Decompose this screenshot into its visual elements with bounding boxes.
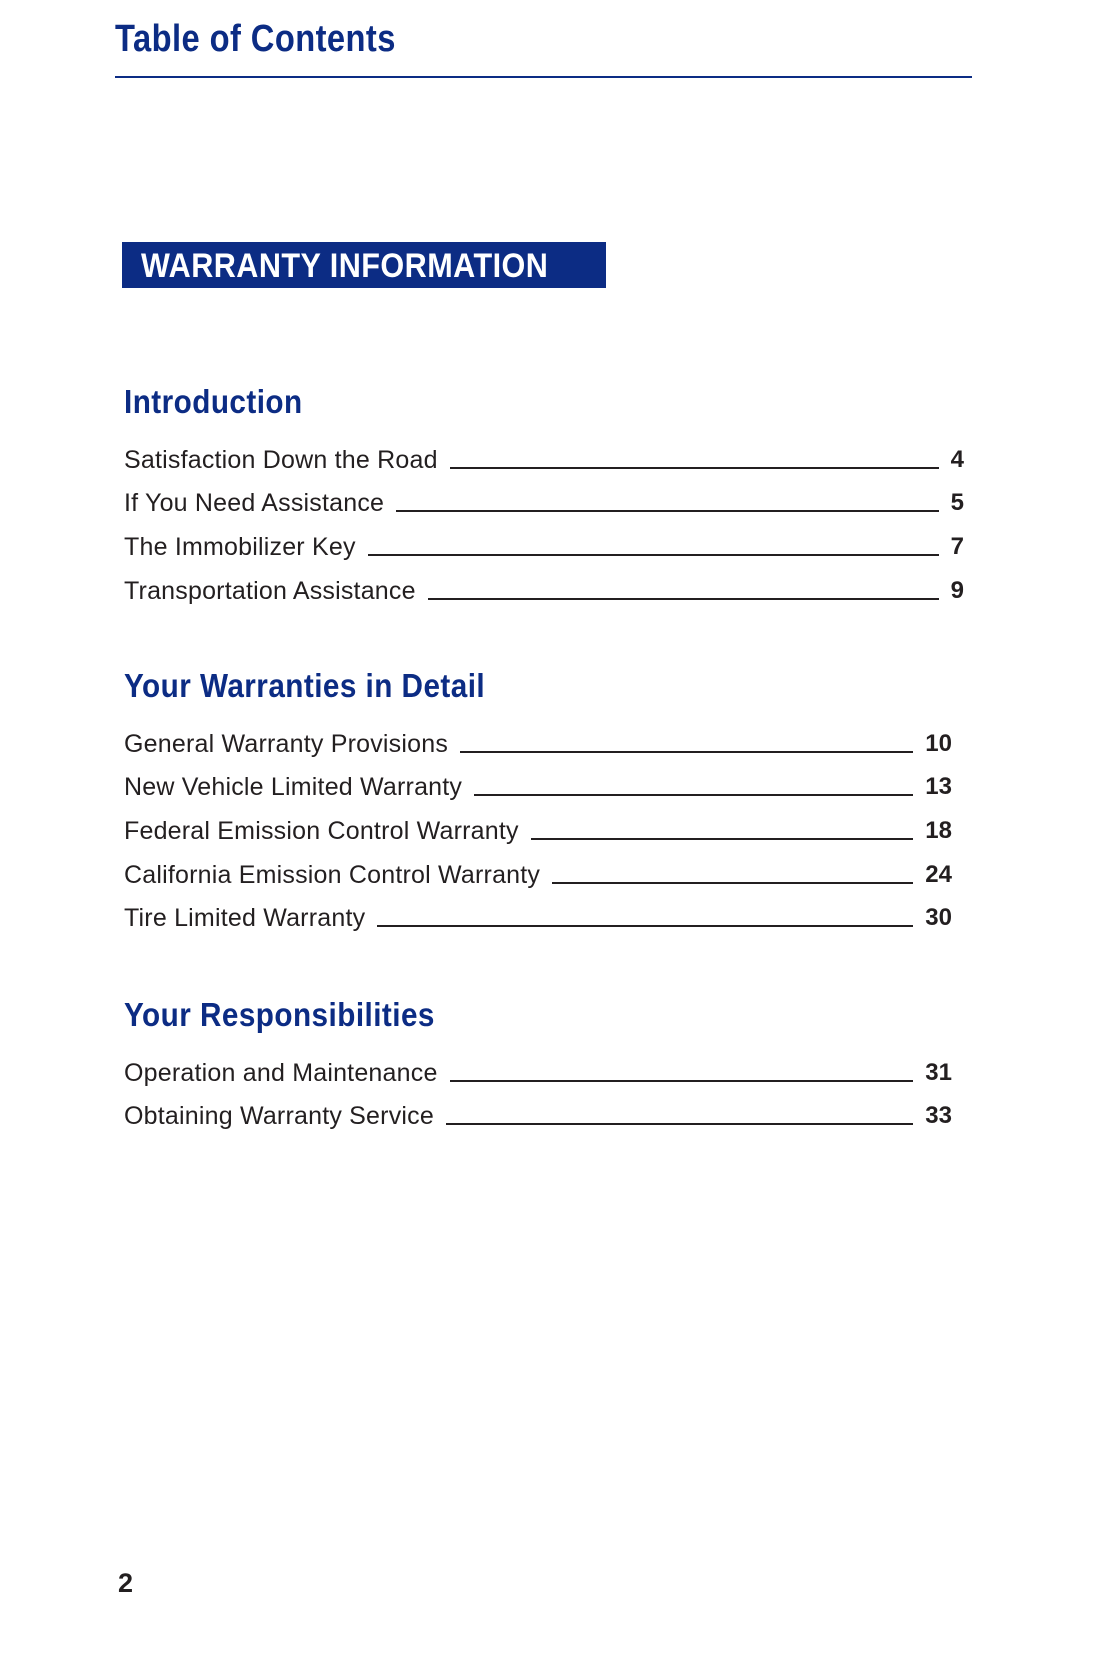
- leader-line: [531, 838, 914, 840]
- section-heading: Your Warranties in Detail: [124, 667, 486, 704]
- entry-page-number: 13: [925, 773, 952, 801]
- toc-entry[interactable]: [124, 1088, 952, 1132]
- entry-title: New Vehicle Limited Warranty: [124, 773, 463, 802]
- leader-line: [552, 882, 913, 884]
- entry-page-number: 9: [950, 576, 964, 604]
- leader-line: [450, 1080, 914, 1082]
- leader-line: [396, 510, 939, 512]
- entry-title: Operation and Maintenance: [124, 1058, 438, 1087]
- entry-title: Tire Limited Warranty: [124, 904, 366, 933]
- leader-line: [474, 794, 913, 796]
- entry-title: If You Need Assistance: [124, 489, 385, 518]
- toc-entry[interactable]: [124, 518, 964, 562]
- section-heading: Your Responsibilities: [124, 996, 435, 1033]
- banner-label: WARRANTY INFORMATION: [141, 247, 549, 285]
- leader-line: [368, 554, 939, 556]
- toc-entry[interactable]: [124, 431, 964, 475]
- entry-page-number: 33: [925, 1102, 952, 1130]
- toc-entry[interactable]: [124, 475, 964, 519]
- page-number: 2: [118, 1568, 134, 1598]
- section-your-warranties-in-detail: [124, 667, 952, 933]
- entry-page-number: 31: [925, 1058, 952, 1086]
- toc-entry[interactable]: [124, 802, 952, 846]
- entry-title: Federal Emission Control Warranty: [124, 817, 519, 846]
- leader-line: [450, 467, 939, 469]
- entry-title: California Emission Control Warranty: [124, 860, 541, 889]
- toc-entry[interactable]: [124, 846, 952, 890]
- toc-entry[interactable]: [124, 715, 952, 759]
- leader-line: [428, 598, 939, 600]
- entry-title: Satisfaction Down the Road: [124, 445, 438, 474]
- entry-page-number: 24: [925, 860, 952, 888]
- entry-page-number: 18: [925, 817, 952, 845]
- section-your-responsibilities: [124, 996, 952, 1131]
- toc-entry[interactable]: [124, 562, 964, 606]
- entry-title: Transportation Assistance: [124, 576, 416, 605]
- entry-page-number: 4: [950, 445, 964, 473]
- entry-title: General Warranty Provisions: [124, 729, 449, 758]
- entry-title: Obtaining Warranty Service: [124, 1102, 434, 1131]
- entry-page-number: 7: [950, 533, 964, 561]
- entry-page-number: 5: [950, 489, 964, 517]
- entry-page-number: 10: [925, 729, 952, 757]
- leader-line: [460, 751, 913, 753]
- section-heading: Introduction: [124, 383, 303, 420]
- toc-entry[interactable]: [124, 890, 952, 934]
- leader-line: [446, 1123, 913, 1125]
- leader-line: [377, 925, 913, 927]
- page-title: Table of Contents: [115, 18, 396, 60]
- entry-page-number: 30: [925, 904, 952, 932]
- title-rule: [115, 76, 972, 78]
- toc-entry[interactable]: [124, 1044, 952, 1088]
- section-introduction: [124, 383, 964, 606]
- warranty-information-banner: [122, 242, 606, 288]
- toc-entry[interactable]: [124, 759, 952, 803]
- entry-title: The Immobilizer Key: [124, 533, 356, 562]
